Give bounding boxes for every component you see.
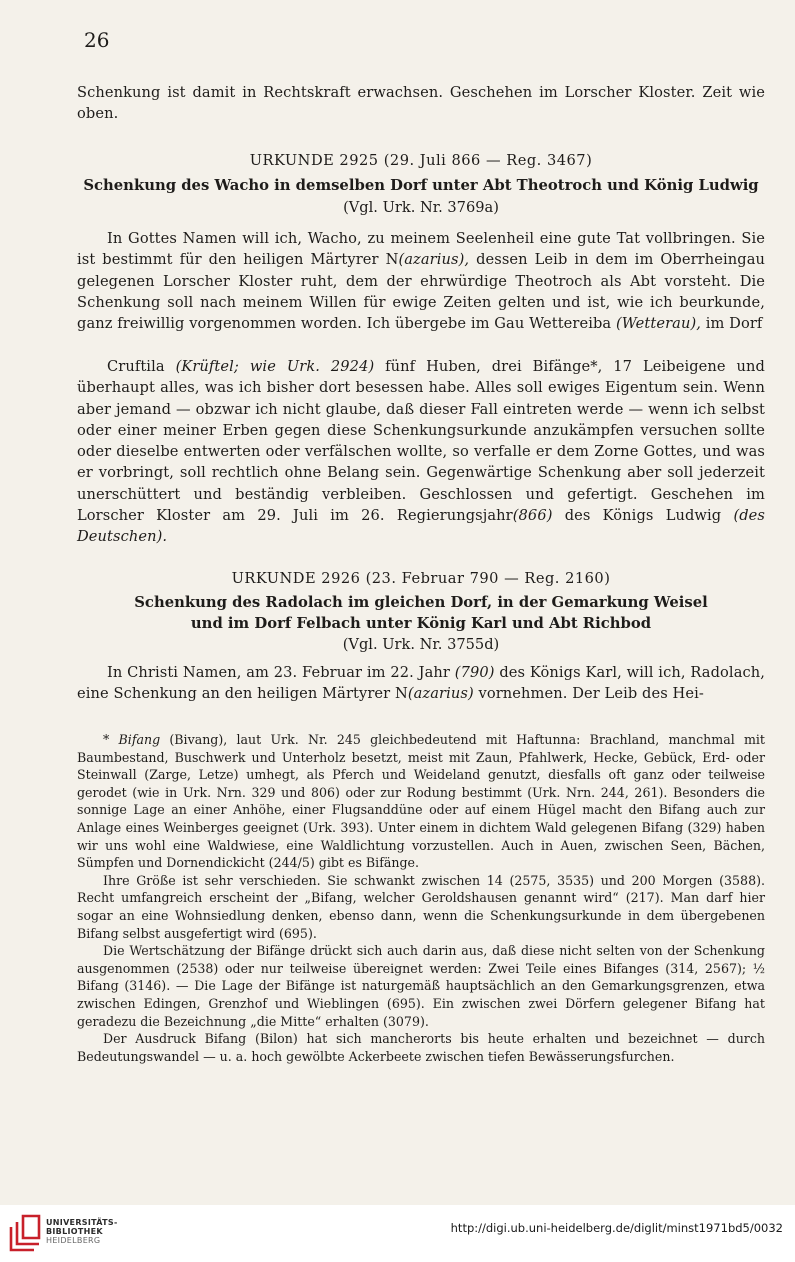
urkunde-2925-title: Schenkung des Wacho in demselben Dorf unter Abt Theotroch und König Ludwig (83, 177, 759, 194)
urkunde-2925-paragraph-2: Cruftila (Krüftel; wie Urk. 2924) fünf Huben, drei Bifänge*, 17 Leibeigene und überhaupt alles, was ich bisher dort besessen habe. Alles soll ewiges Eigentum sein. Wenn aber jemand — obzwar ich nicht glaube, daß dieser Fall eintreten werde — wenn ich selbst oder einer meiner Erben gegen diese Schenkungsurkunde anzukämpfen versuchen sollte oder dieselbe entwerten oder verfälschen wollte, so verfalle er dem Zorne Gottes, und was er vorbringt, soll rechtlich ohne Belang sein. Gegenwärtige Schenkung aber soll jederzeit unerschüttert und beständig verbleiben. Geschlossen und gefertigt. Geschehen im Lorscher Kloster am 29. Juli im 26. Regierungsjahr(866) des Königs Ludwig (des Deutschen). (77, 358, 765, 546)
urkunde-2926-paragraph-1: In Christi Namen, am 23. Februar im 22. Jahr (790) des Königs Karl, will ich, Radolach, eine Schenkung an den heiligen Märtyrer N(azarius) vornehmen. Der Leib des Hei- (77, 664, 766, 703)
intro-paragraph: Schenkung ist damit in Rechtskraft erwachsen. Geschehen im Lorscher Kloster. Zeit wie oben. (77, 84, 765, 123)
footnote-paragraph-3: Die Wertschätzung der Bifänge drückt sich auch darin aus, daß diese nicht selten von der Schenkung ausgenommen (2538) oder nur teilweise übereignet werden: Zwei Teile eines Bifanges (314, 2567); ½ Bifang (3146). — Die Lage der Bifänge ist naturgemäß hauptsächlich an den Gemarkungsgrenzen, etwa zwischen Edingen, Grenzhof und Wieblingen (695). Ein zwischen zwei Dörfern gelegener Bifang hat geradezu die Bezeichnung „die Mitte“ erhalten (3079). (77, 943, 765, 1029)
footnote-paragraph-1: * Bifang (Bivang), laut Urk. Nr. 245 gleichbedeutend mit Haftunna: Brachland, manchmal mit Baumbestand, Buschwerk und Unterholz besetzt, meist mit Zaun, Pfahlwerk, Hecke, Gebück, Erd- oder Steinwall (Zarge, Letze) umhegt, als Pferch und Weideland genutzt, diesfalls oft ganz oder teilweise gerodet (wie in Urk. Nrn. 329 und 806) oder zur Rodung bestimmt (Urk. Nrn. 244, 261). Besonders die sonnige Lage an einer Anhöhe, einer Flugsanddüne oder auf einem Hügel macht den Bifang auch zur Anlage eines Weinberges geeignet (Urk. 393). Unter einem in dichtem Wald gelegenen Bifang (329) haben wir uns wohl eine Waldwiese, eine Waldlichtung vorzustellen. Auch in Auen, zwischen Seen, Bächen, Sümpfen und Dornendickicht (244/5) gibt es Bifänge. (77, 732, 765, 871)
urkunde-2925-reference: (Vgl. Urk. Nr. 3769a) (343, 199, 499, 216)
footnote-paragraph-4: Der Ausdruck Bifang (Bilon) hat sich mancherorts bis heute erhalten und bezeichnet — durch Bedeutungswandel — u. a. hoch gewölbte Ackerbeete zwischen tiefen Bewässerungsfurchen. (77, 1031, 765, 1064)
library-footer (0, 1205, 795, 1262)
permalink-url[interactable]: http://digi.ub.uni-heidelberg.de/diglit/minst1971bd5/0032 (450, 1221, 783, 1235)
library-name (46, 1218, 118, 1245)
urkunde-2926-title-line-2: und im Dorf Felbach unter König Karl und Abt Richbod (190, 615, 652, 632)
library-name-line-3: HEIDELBERG (46, 1236, 101, 1245)
university-library-logo-icon[interactable] (8, 1213, 42, 1253)
footnote-paragraph-2: Ihre Größe ist sehr verschieden. Sie schwankt zwischen 14 (2575, 3535) und 200 Morgen (3588). Recht umfangreich erscheint der „Bifang, welcher Geroldshausen genannt wird“ (217). Man darf hier sogar an eine Wohnsiedlung denken, ebenso dann, wenn die Schenkungsurkunde in dem übergebenen Bifang selbst ausgefertigt wird (695). (77, 872, 765, 941)
library-name-line-2: BIBLIOTHEK (46, 1227, 103, 1236)
urkunde-2925-heading: URKUNDE 2925 (29. Juli 866 — Reg. 3467) (249, 152, 593, 169)
footnote-bifang (77, 731, 765, 1065)
library-name-line-1: UNIVERSITÄTS- (46, 1218, 118, 1227)
urkunde-2925-paragraph-1: In Gottes Namen will ich, Wacho, zu meinem Seelenheil eine gute Tat vollbringen. Sie ist bestimmt für den heiligen Märtyrer N(azarius), dessen Leib in dem im Oberrheingau gelegenen Lorscher Kloster ruht, dem der ehrwürdige Theotroch als Abt vorsteht. Die Schenkung soll nach meinem Willen für ewige Zeiten gelten und ist, wie ich beurkunde, ganz freiwillig vorgenommen worden. Ich übergebe im Gau Wettereiba (Wetterau), im Dorf (77, 230, 765, 333)
page-number: 26 (84, 28, 110, 52)
urkunde-2926-heading: URKUNDE 2926 (23. Februar 790 — Reg. 2160) (231, 570, 611, 587)
urkunde-2926-title-line-1: Schenkung des Radolach im gleichen Dorf, in der Gemarkung Weisel (134, 594, 708, 611)
urkunde-2926-reference: (Vgl. Urk. Nr. 3755d) (342, 636, 500, 653)
